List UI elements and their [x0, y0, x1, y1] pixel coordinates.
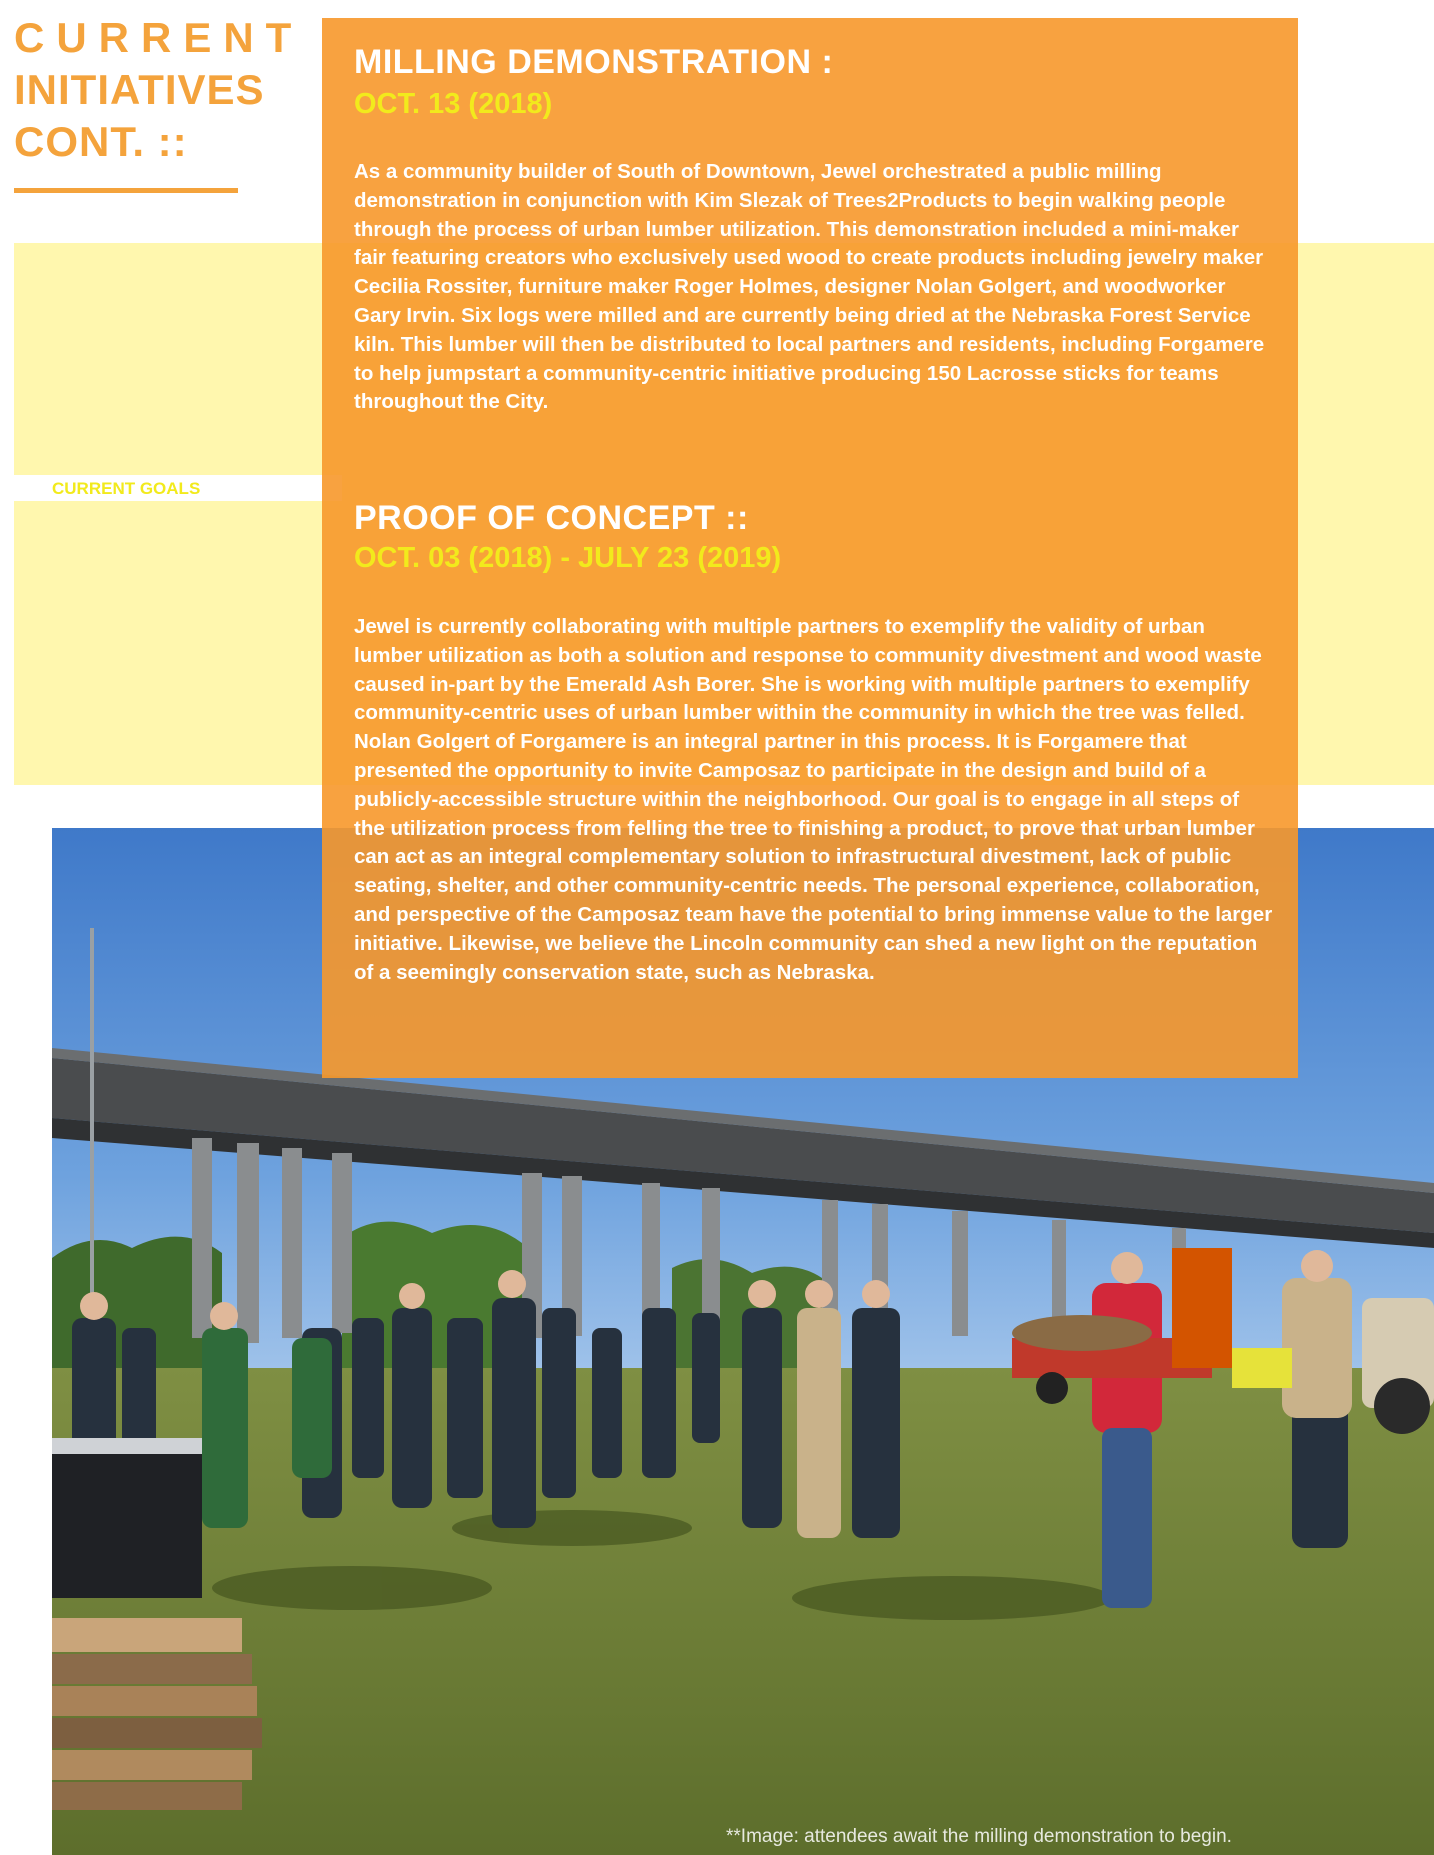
milling-heading: MILLING DEMONSTRATION : [354, 43, 834, 81]
truck-wheel [1374, 1378, 1430, 1434]
table-top [52, 1438, 202, 1454]
display-table [52, 1448, 202, 1598]
milling-body: As a community builder of South of Downtown, Jewel orchestrated a public milling demonstration in conjunction with Kim Slezak of Trees2Products to begin walking people through the process of urban lumber utilization. This demonstration included a mini-maker fair featuring creators who exclusively used wood to create products including jewelry maker Cecilia Rossiter, furniture maker Roger Holmes, designer Nolan Golgert, and woodworker Gary Irvin. Six logs were milled and are currently being dried at the Nebraska Forest Service kiln. This lumber will then be distributed to local partners and residents, including Forgamere to help jumpstart a community-centric initiative producing 150 Lacrosse sticks for teams throughout the City. [354, 160, 1265, 414]
section-title-line-2: INITIATIVES [14, 66, 265, 113]
section-title-line-3: CONT. :: [14, 118, 188, 165]
text-panel [322, 18, 1298, 1078]
proof-heading: PROOF OF CONCEPT :: [354, 499, 749, 537]
photo-caption: **Image: attendees await the milling demonstration to begin. [726, 1826, 1232, 1847]
section-title-line-1: CURRENT [14, 14, 304, 61]
proof-body: Jewel is currently collaborating with multiple partners to exemplify the validity of urban lumber utilization as both a solution and response to community divestment and wood waste caused in-part by the Emerald Ash Borer. She is working with multiple partners to exemplify community-centric uses of urban lumber within the community in which the tree was felled. Nolan Golgert of Forgamere is an integral partner in this process. It is Forgamere that presented the opportunity to invite Camposaz to participate in the design and build of a publicly-accessible structure within the neighborhood. Our goal is to engage in all steps of the utilization process from felling the tree to finishing a product, to prove that urban lumber can act as an integral complementary solution to infrastructural divestment, lack of public seating, shelter, and other community-centric needs. The personal experience, collaboration, and perspective of the Camposaz team have the potential to bring immense value to the larger initiative. Likewise, we believe the Lincoln community can shed a new light on the reputation of a seemingly conservation state, such as Nebraska. [354, 615, 1273, 984]
section-title [14, 12, 303, 168]
proof-date: OCT. 03 (2018) - JULY 23 (2019) [354, 542, 782, 574]
milling-date: OCT. 13 (2018) [354, 88, 553, 120]
current-goals-label: CURRENT GOALS [52, 479, 201, 498]
title-underline [14, 188, 238, 193]
lamp-post [90, 928, 94, 1348]
